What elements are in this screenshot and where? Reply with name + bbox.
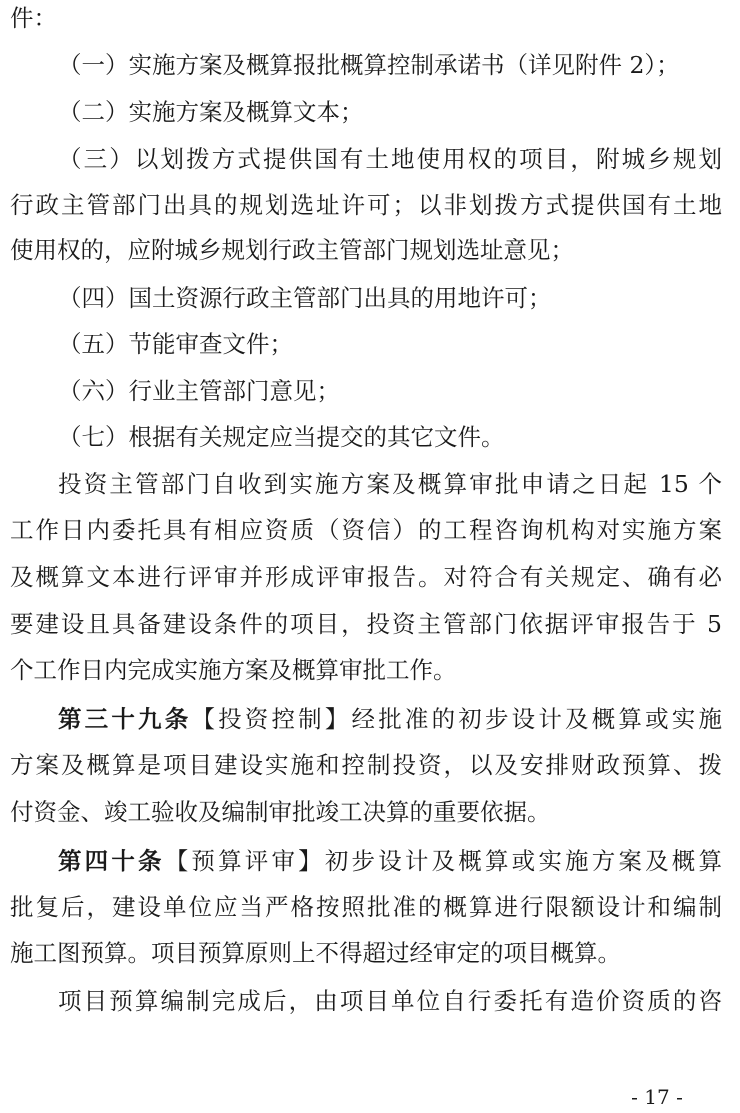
line-text: 投资主管部门自收到实施方案及概算审批申请之日起 15 个 — [58, 470, 722, 498]
line-text: 施工图预算。项目预算原则上不得超过经审定的项目概算。 — [10, 939, 621, 967]
line-text: （六）行业主管部门意见； — [58, 377, 340, 405]
list-item-7 — [58, 421, 722, 453]
line-text: 项目预算编制完成后，由项目单位自行委托有造价资质的咨 — [58, 987, 722, 1015]
line-text: （七）根据有关规定应当提交的其它文件。 — [58, 423, 505, 451]
line-text: 批复后，建设单位应当严格按照批准的概算进行限额设计和编制 — [10, 893, 722, 921]
line-text: （四）国土资源行政主管部门出具的用地许可； — [58, 284, 552, 312]
line-text: 【预算评审】初步设计及概算或实施方案及概算 — [164, 847, 722, 875]
paragraph-line-1 — [58, 468, 722, 500]
line-text: 件： — [10, 4, 57, 32]
line-text: 工作日内委托具有相应资质（资信）的工程咨询机构对实施方案 — [10, 516, 722, 544]
article-40-line-3 — [10, 937, 722, 969]
line-text: 行政主管部门出具的规划选址许可；以非划拨方式提供国有土地 — [10, 191, 722, 219]
line-text: 方案及概算是项目建设实施和控制投资，以及安排财政预算、拨 — [10, 751, 722, 779]
line-text: 使用权的，应附城乡规划行政主管部门规划选址意见； — [10, 236, 574, 264]
paragraph-line-3 — [10, 561, 722, 593]
list-item-3 — [58, 143, 722, 175]
article-40-line-1 — [58, 845, 722, 877]
paragraph-line-2 — [10, 514, 722, 546]
article-heading: 第四十条 — [58, 847, 165, 875]
line-text: 个工作日内完成实施方案及概算审批工作。 — [10, 656, 457, 684]
line-text: （五）节能审查文件； — [58, 330, 293, 358]
page-number: - 17 - — [631, 1085, 683, 1109]
text-line-6 — [10, 234, 722, 266]
list-item-6 — [58, 375, 722, 407]
line-text: （一）实施方案及概算报批概算控制承诺书（详见附件 2）； — [58, 51, 680, 79]
line-text: 要建设且具备建设条件的项目，投资主管部门依据评审报告于 5 — [10, 610, 722, 638]
article-39-line-1 — [58, 703, 722, 735]
line-text: 付资金、竣工验收及编制审批竣工决算的重要依据。 — [10, 798, 551, 826]
list-item-1 — [58, 49, 722, 81]
paragraph-line-4 — [10, 608, 722, 640]
article-39-line-3 — [10, 796, 722, 828]
article-40-line-2 — [10, 891, 722, 923]
line-text: 【投资控制】经批准的初步设计及概算或实施 — [191, 705, 722, 733]
paragraph-line-5 — [10, 654, 722, 686]
list-item-5 — [58, 328, 722, 360]
line-text: （三）以划拨方式提供国有土地使用权的项目，附城乡规划 — [58, 145, 722, 173]
list-item-2 — [58, 96, 722, 128]
article-39-line-2 — [10, 749, 722, 781]
line-text: （二）实施方案及概算文本； — [58, 98, 364, 126]
line-text: 及概算文本进行评审并形成评审报告。对符合有关规定、确有必 — [10, 563, 722, 591]
list-item-4 — [58, 282, 722, 314]
text-line-5 — [10, 189, 722, 221]
text-line-1 — [10, 2, 722, 34]
article-heading: 第三十九条 — [58, 705, 192, 733]
paragraph-line-last — [58, 985, 722, 1017]
